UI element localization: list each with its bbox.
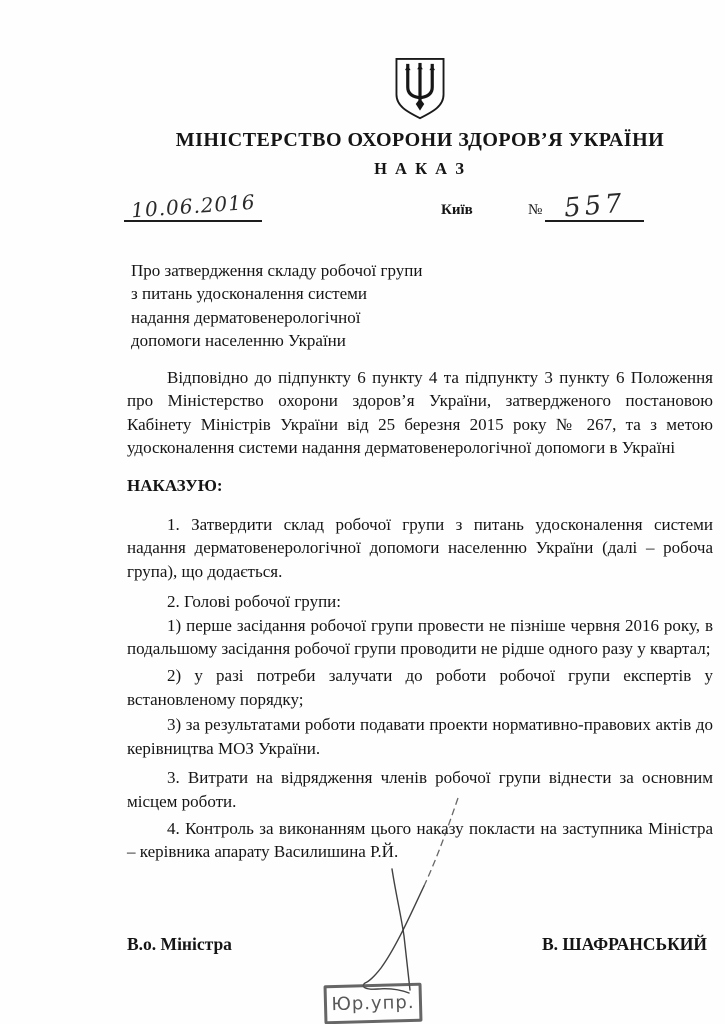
handwritten-date: 10.06.2016 [130, 189, 257, 223]
order-word: НАКАЗУЮ: [127, 475, 223, 495]
order-item-2-2: 2) у разі потреби залучати до роботи робочої групи експертів у встановленому порядку; [127, 666, 713, 709]
date-field [124, 189, 262, 223]
subject-line: Про затвердження складу робочої групи [131, 261, 423, 280]
order-item-4: 4. Контроль за виконанням цього наказу покласти на заступника Міністра – керівника апарату Василишина Р.Й. [127, 818, 713, 862]
doc-type-heading: Н А К А З [374, 159, 466, 178]
order-body [127, 366, 713, 864]
subject-line: надання дерматовенерологічної [131, 307, 361, 327]
order-item-2-1: 1) перше засідання робочої групи провести не пізніше червня 2016 року, в подальшому засідання робочої групи проводити не рідше одного разу у квартал; [127, 615, 713, 659]
signatory-name: В. ШАФРАНСЬКИЙ [541, 934, 707, 954]
number-field [545, 190, 644, 222]
handwritten-number: 557 [562, 188, 627, 224]
approval-stamp [324, 983, 423, 1024]
city-label: Київ [441, 202, 473, 218]
subject-block [131, 259, 471, 353]
ministry-name: МІНІСТЕРСТВО ОХОРОНИ ЗДОРОВ’Я УКРАЇНИ [175, 129, 665, 151]
intro-paragraph: Відповідно до підпункту 6 пункту 4 та підпункту 3 пункту 6 Положення про Міністерство охорони здоров’я України, затвердженого постановою Кабінету Міністрів України від 25 березня 2015 року № 267, та з метою удосконалення системи надання дерматовенерологічної допомоги в Україні [127, 368, 713, 458]
stamp-text: Юр.упр. [331, 991, 415, 1016]
coat-of-arms-icon [391, 57, 449, 121]
signatory-position: В.о. Міністра [127, 934, 232, 954]
signature-row [127, 934, 707, 955]
number-sign-label: № [528, 202, 543, 218]
order-item-1: 1. Затвердити склад робочої групи з питань удосконалення системи надання дерматовенерологічної допомоги населенню України (далі – робоча група), що додається. [127, 515, 713, 581]
order-item-3: 3. Витрати на відрядження членів робочої групи віднести за основним місцем роботи. [127, 768, 713, 811]
order-item-2-3: 3) за результатами роботи подавати проекти нормативно-правових актів до керівництва МОЗ України. [127, 715, 713, 758]
order-item-2: 2. Голові робочої групи: [167, 592, 341, 612]
subject-line: допомоги населенню України [131, 331, 346, 351]
subject-line: з питань удосконалення системи [131, 284, 367, 304]
document-header [127, 57, 713, 179]
